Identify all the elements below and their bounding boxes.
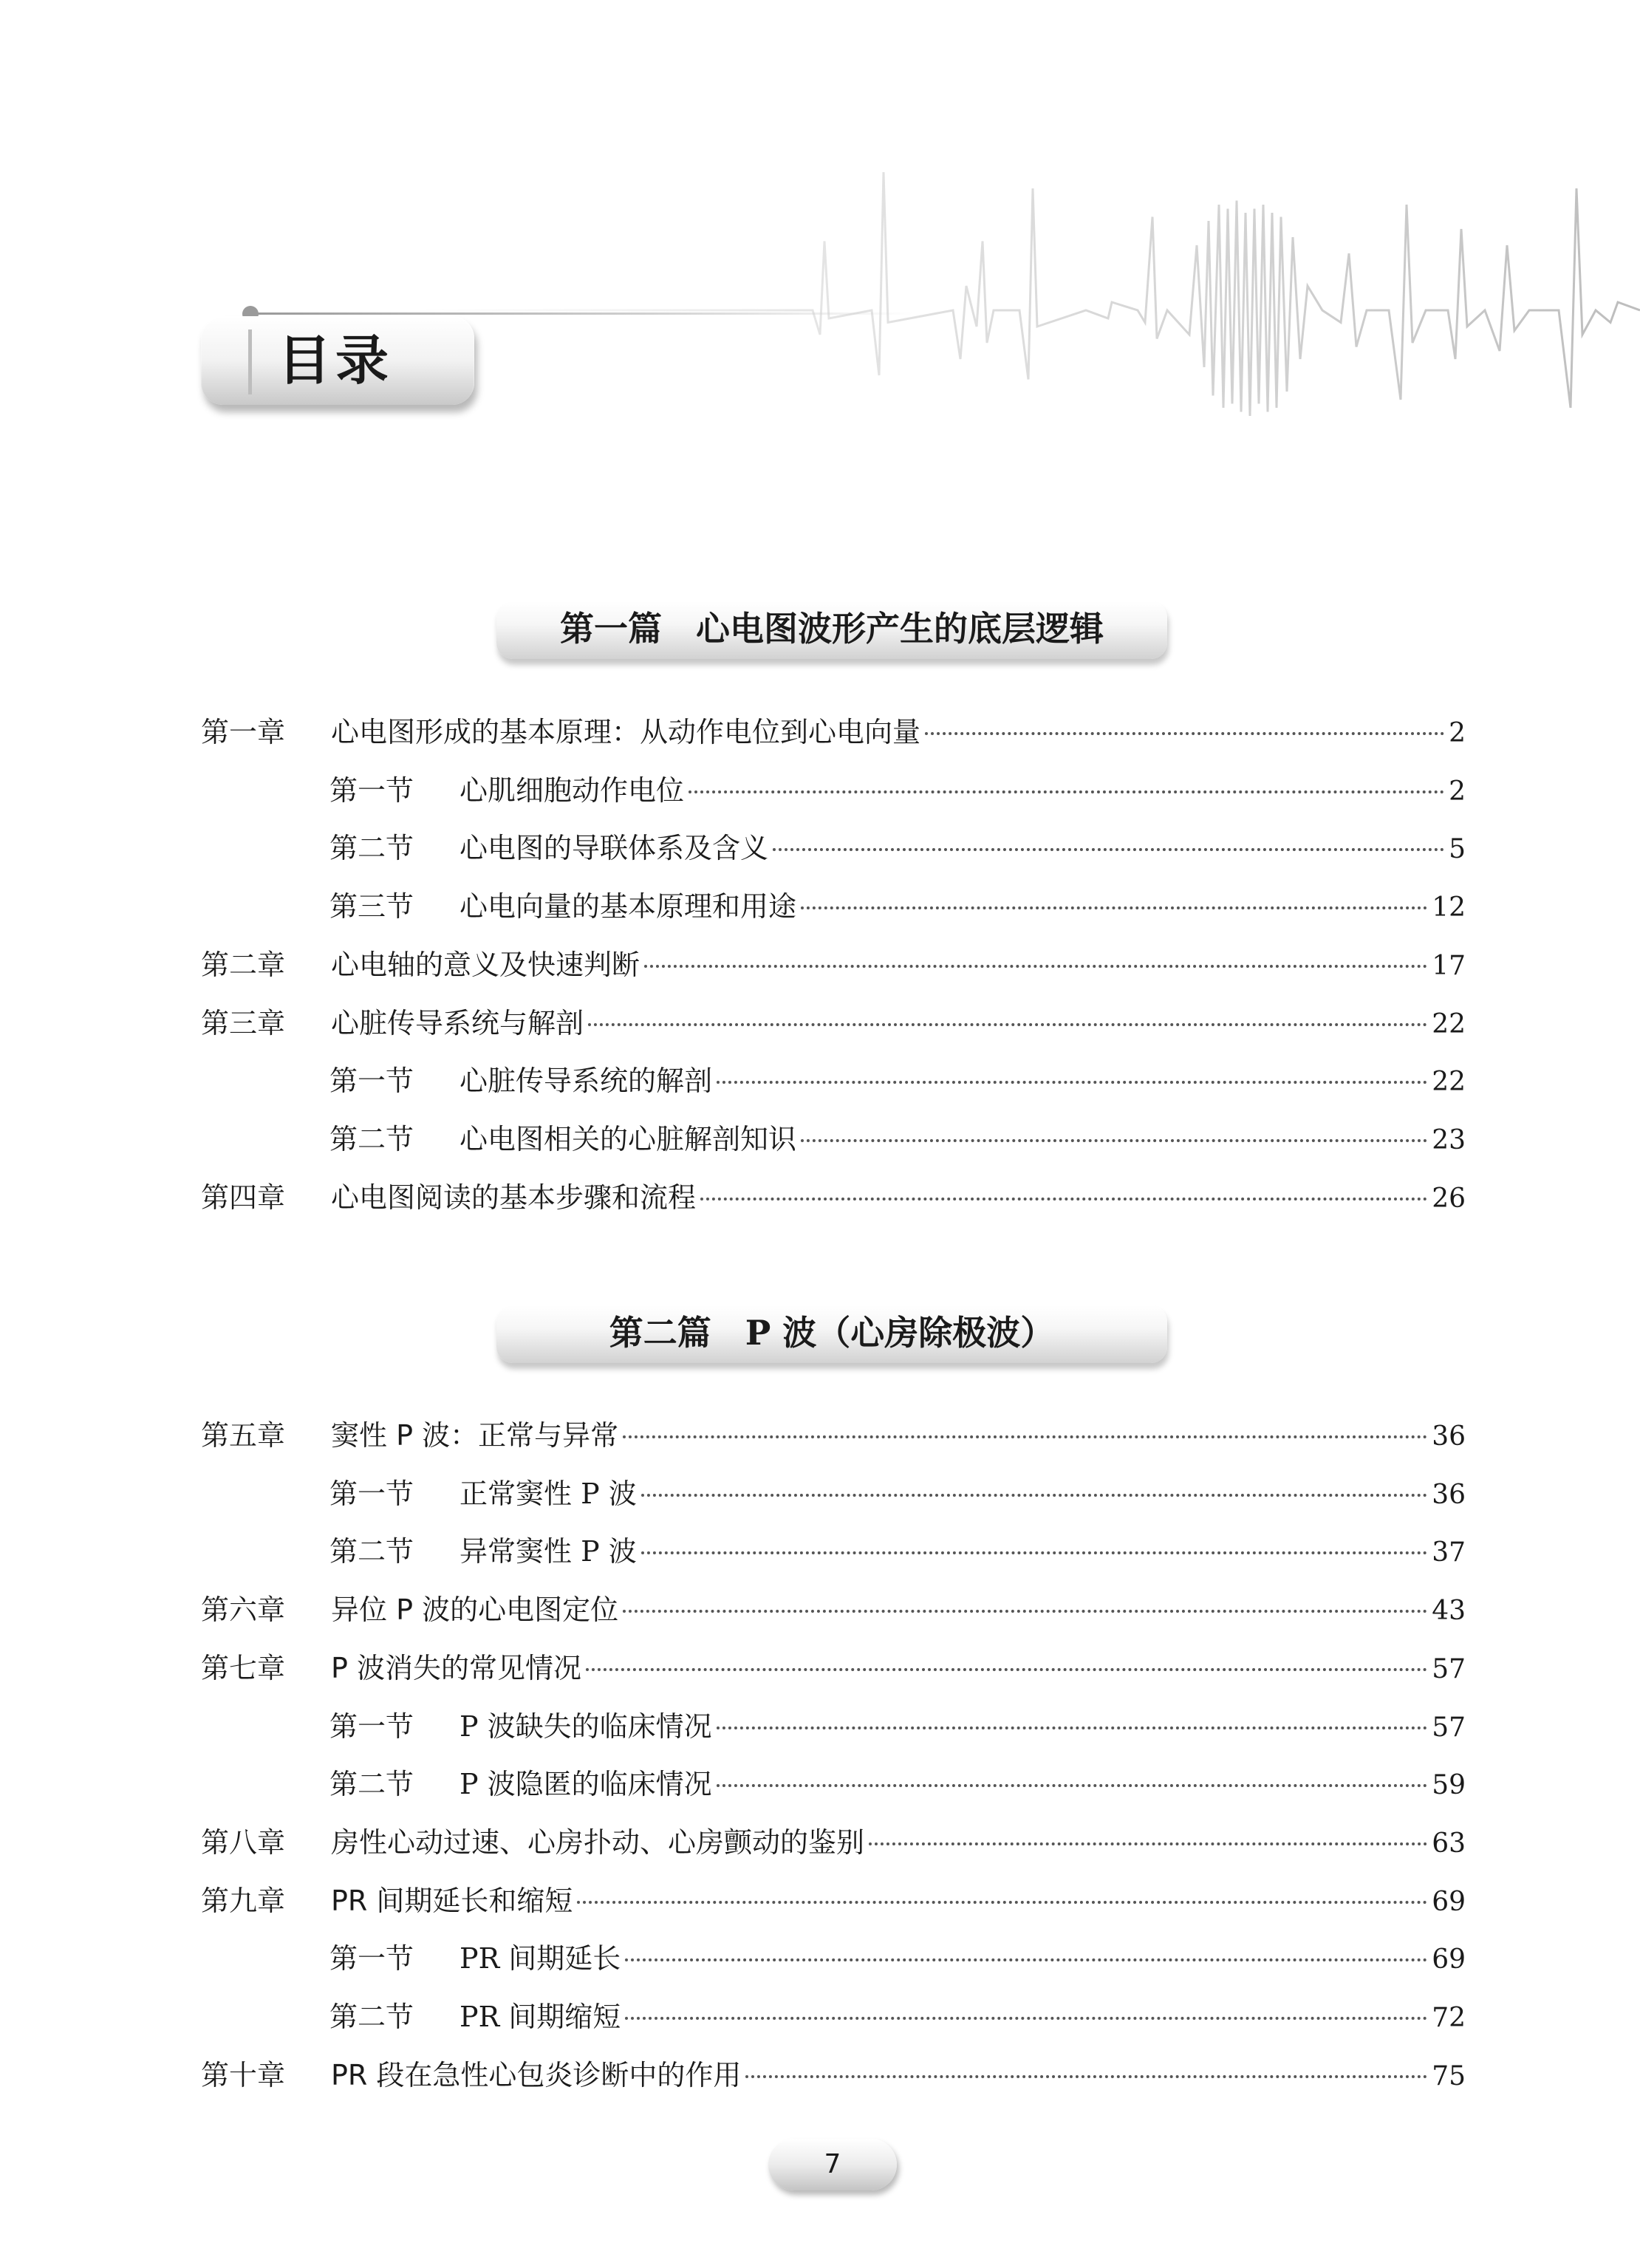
- ecg-waveform-decoration: [0, 0, 1640, 517]
- toc-section-row: [329, 1704, 1466, 1745]
- toc-entry-page: 22: [1432, 1008, 1466, 1039]
- toc-entry-page: 57: [1432, 1712, 1466, 1743]
- toc-section-row: [329, 1058, 1466, 1099]
- toc-entry-title: P 波消失的常见情况: [331, 1651, 581, 1684]
- page-number: 7: [768, 2139, 897, 2190]
- toc-entry-page: 43: [1432, 1596, 1466, 1627]
- toc-section-row: [329, 1528, 1466, 1570]
- toc-chapter-row: [201, 1820, 1466, 1861]
- toc-section-row: [329, 1994, 1466, 2035]
- toc-dot-leader: [925, 732, 1444, 735]
- toc-entry-page: 12: [1432, 892, 1466, 923]
- toc-dot-leader: [641, 1494, 1427, 1497]
- toc-section-row: [329, 1761, 1466, 1803]
- toc-entry-page: 69: [1432, 1886, 1466, 1917]
- toc-entry-page: 36: [1432, 1479, 1466, 1510]
- toc-entry-title: 正常窦性 P 波: [459, 1477, 637, 1510]
- toc-entry-label: 第九章: [201, 1884, 286, 1917]
- toc-entry-page: 75: [1432, 2060, 1466, 2091]
- toc-dot-leader: [773, 848, 1444, 851]
- toc-dot-leader: [717, 1784, 1428, 1787]
- toc-dot-leader: [869, 1842, 1427, 1845]
- toc-entry-title: 异位 P 波的心电图定位: [331, 1594, 619, 1627]
- toc-entry-label: 第一节: [329, 1709, 414, 1743]
- toc-dot-leader: [623, 1435, 1427, 1438]
- toc-entry-title: 房性心动过速、心房扑动、心房颤动的鉴别: [331, 1825, 865, 1859]
- toc-title-accent-bar: [248, 329, 252, 394]
- toc-entry-label: 第一节: [329, 1942, 414, 1975]
- toc-entry-page: 17: [1432, 950, 1466, 981]
- toc-entry-label: 第二节: [329, 1122, 414, 1155]
- toc-entry-page: 2: [1449, 718, 1466, 748]
- toc-entry-label: 第一章: [201, 716, 286, 748]
- toc-entry-title: 窦性 P 波：正常与异常: [331, 1419, 619, 1452]
- toc-entry-label: 第十章: [201, 2058, 286, 2091]
- toc-dot-leader: [717, 1081, 1427, 1084]
- toc-entry-label: 第五章: [201, 1419, 286, 1452]
- toc-entry-page: 37: [1432, 1537, 1466, 1568]
- toc-entry-label: 第八章: [201, 1825, 286, 1859]
- toc-entry-title: 心电图的导联体系及含义: [459, 832, 769, 865]
- toc-chapter-row: [201, 709, 1466, 751]
- toc-chapter-row: [201, 1413, 1466, 1454]
- toc-entry-title: P 波隐匿的临床情况: [459, 1768, 712, 1801]
- toc-dot-leader: [641, 1551, 1427, 1554]
- toc-chapter-row: [201, 1878, 1466, 1919]
- toc-entry-label: 第六章: [201, 1594, 286, 1627]
- toc-entry-page: 23: [1432, 1124, 1466, 1155]
- toc-entry-title: 心电向量的基本原理和用途: [459, 890, 797, 923]
- toc-dot-leader: [625, 1958, 1427, 1961]
- toc-title: 目录: [278, 329, 394, 392]
- toc-entry-title: PR 间期延长和缩短: [331, 1884, 573, 1917]
- toc-entry-page: 63: [1432, 1828, 1466, 1859]
- toc-dot-leader: [801, 906, 1427, 909]
- toc-entry-page: 57: [1432, 1653, 1466, 1684]
- toc-entry-label: 第二节: [329, 832, 414, 865]
- toc-entry-title: 异常窦性 P 波: [459, 1535, 637, 1568]
- toc-entry-title: 心电图阅读的基本步骤和流程: [331, 1181, 697, 1214]
- toc-entry-title: 心电图形成的基本原理：从动作电位到心电向量: [331, 716, 921, 748]
- toc-entry-page: 26: [1432, 1183, 1466, 1214]
- toc-entry-label: 第一节: [329, 1065, 414, 1098]
- toc-entry-label: 第二节: [329, 1535, 414, 1568]
- toc-entry-title: P 波缺失的临床情况: [459, 1709, 712, 1743]
- toc-entry-label: 第三节: [329, 890, 414, 923]
- toc-entry-page: 72: [1432, 2003, 1466, 2033]
- toc-entry-label: 第二章: [201, 948, 286, 981]
- toc-section-row: [329, 1116, 1466, 1158]
- toc-section-row: [329, 1936, 1466, 1977]
- toc-chapter-row: [201, 942, 1466, 983]
- toc-entry-label: 第二节: [329, 1768, 414, 1801]
- toc-entry-title: 心电轴的意义及快速判断: [331, 948, 640, 981]
- toc-entry-page: 5: [1449, 834, 1466, 865]
- part-2-header: 第二篇 P 波（心房除极波）: [496, 1305, 1167, 1363]
- toc-entry-label: 第七章: [201, 1651, 286, 1684]
- toc-entry-page: 59: [1432, 1770, 1466, 1801]
- toc-section-row: [329, 768, 1466, 809]
- toc-entry-title: PR 间期缩短: [459, 2001, 621, 2033]
- toc-entry-label: 第四章: [201, 1181, 286, 1214]
- toc-entry-page: 22: [1432, 1067, 1466, 1098]
- toc-dot-leader: [689, 790, 1444, 793]
- toc-dot-leader: [745, 2075, 1427, 2078]
- header-rule-line: [256, 312, 913, 315]
- toc-dot-leader: [717, 1726, 1428, 1729]
- toc-chapter-row: [201, 1175, 1466, 1216]
- toc-dot-leader: [801, 1139, 1427, 1142]
- toc-chapter-row: [201, 1587, 1466, 1628]
- part-1-header: 第一篇 心电图波形产生的底层逻辑: [496, 601, 1167, 659]
- toc-dot-leader: [577, 1901, 1427, 1904]
- toc-entry-title: PR 间期延长: [459, 1942, 621, 1975]
- toc-dot-leader: [623, 1610, 1427, 1613]
- toc-entry-title: 心脏传导系统的解剖: [459, 1065, 713, 1098]
- toc-dot-leader: [625, 2017, 1427, 2020]
- toc-entry-page: 36: [1432, 1421, 1466, 1452]
- toc-chapter-row: [201, 1645, 1466, 1687]
- toc-section-row: [329, 1471, 1466, 1512]
- toc-entry-title: 心肌细胞动作电位: [459, 773, 685, 807]
- toc-chapter-row: [201, 2052, 1466, 2094]
- toc-chapter-row: [201, 1000, 1466, 1042]
- toc-entry-page: 69: [1432, 1944, 1466, 1975]
- toc-dot-leader: [586, 1668, 1427, 1671]
- toc-entry-title: PR 段在急性心包炎诊断中的作用: [331, 2058, 742, 2091]
- toc-dot-leader: [700, 1198, 1427, 1200]
- toc-entry-label: 第一节: [329, 773, 414, 807]
- toc-entry-title: 心脏传导系统与解剖: [331, 1006, 584, 1039]
- toc-entry-label: 第三章: [201, 1006, 286, 1039]
- toc-entry-label: 第一节: [329, 1477, 414, 1510]
- toc-entry-page: 2: [1449, 776, 1466, 807]
- toc-title-tab: [201, 316, 474, 405]
- toc-section-row: [329, 884, 1466, 925]
- toc-entry-label: 第二节: [329, 2001, 414, 2033]
- toc-dot-leader: [588, 1023, 1427, 1026]
- toc-dot-leader: [644, 965, 1427, 968]
- toc-section-row: [329, 825, 1466, 867]
- toc-entry-title: 心电图相关的心脏解剖知识: [459, 1122, 797, 1155]
